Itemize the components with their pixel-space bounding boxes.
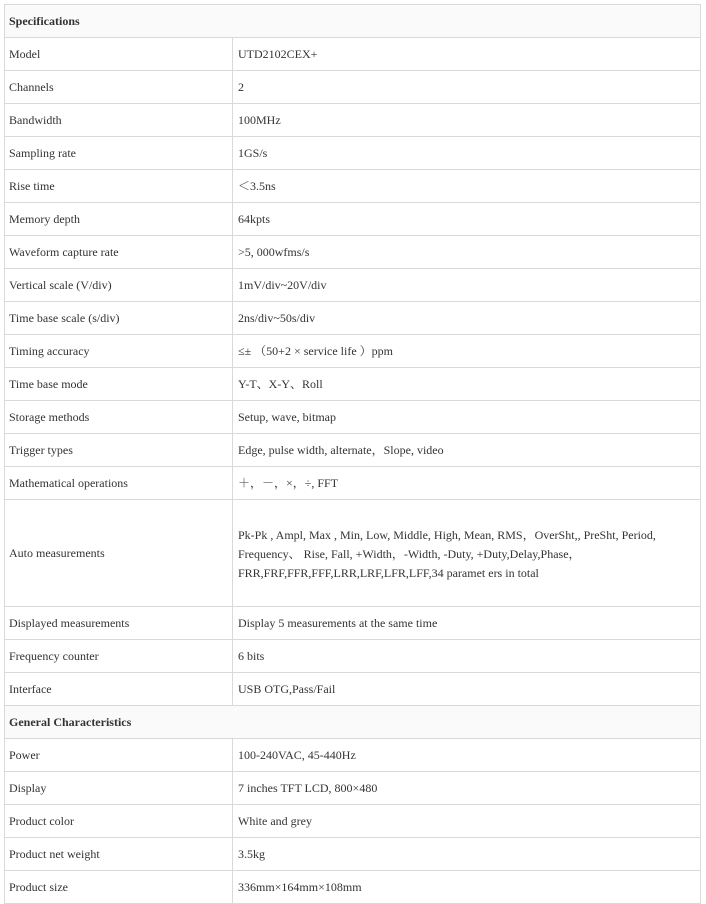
spec-label: Memory depth [5, 203, 233, 236]
table-row [5, 673, 701, 706]
section-row-general [5, 706, 701, 739]
spec-label: Frequency counter [5, 640, 233, 673]
spec-value: Setup, wave, bitmap [233, 401, 701, 434]
spec-label: Timing accuracy [5, 335, 233, 368]
table-row [5, 71, 701, 104]
spec-label: Displayed measurements [5, 607, 233, 640]
spec-label: Time base mode [5, 368, 233, 401]
table-row [5, 467, 701, 500]
spec-value: 3.5kg [233, 838, 701, 871]
table-row [5, 269, 701, 302]
table-row [5, 335, 701, 368]
spec-label: Trigger types [5, 434, 233, 467]
spec-label: Storage methods [5, 401, 233, 434]
table-row [5, 607, 701, 640]
spec-table [4, 4, 701, 904]
spec-label: Product color [5, 805, 233, 838]
table-row [5, 38, 701, 71]
spec-label: Vertical scale (V/div) [5, 269, 233, 302]
spec-label: Time base scale (s/div) [5, 302, 233, 335]
spec-label: Display [5, 772, 233, 805]
table-row [5, 434, 701, 467]
spec-label: Product size [5, 871, 233, 904]
spec-label: Bandwidth [5, 104, 233, 137]
spec-value: ≤± （50+2 × service life ）ppm [233, 335, 701, 368]
spec-value: 336mm×164mm×108mm [233, 871, 701, 904]
auto-measurements-line: Pk-Pk , Ampl, Max , Min, Low, Middle, High, Mean, RMS，OverSht,, PreSht, Period, [238, 527, 656, 542]
spec-value: 2 [233, 71, 701, 104]
table-row [5, 871, 701, 904]
spec-label: Auto measurements [5, 500, 233, 607]
table-row-auto-measurements [5, 500, 701, 607]
spec-value: 7 inches TFT LCD, 800×480 [233, 772, 701, 805]
section-row-specifications [5, 5, 701, 38]
spec-value: ＜3.5ns [233, 170, 701, 203]
spec-value: Edge, pulse width, alternate，Slope, video [233, 434, 701, 467]
spec-label: Mathematical operations [5, 467, 233, 500]
spec-value: Display 5 measurements at the same time [233, 607, 701, 640]
spec-label: Sampling rate [5, 137, 233, 170]
spec-value: USB OTG,Pass/Fail [233, 673, 701, 706]
spec-value: 6 bits [233, 640, 701, 673]
spec-value: UTD2102CEX+ [233, 38, 701, 71]
table-row [5, 368, 701, 401]
spec-value: 64kpts [233, 203, 701, 236]
auto-measurements-value [233, 500, 701, 607]
table-row [5, 170, 701, 203]
table-row [5, 137, 701, 170]
spec-label: Channels [5, 71, 233, 104]
table-row [5, 640, 701, 673]
table-row [5, 203, 701, 236]
auto-measurements-line: FRR,FRF,FFR,FFF,LRR,LRF,LFR,LFF,34 paramet ers in total [238, 565, 539, 580]
spec-label: Power [5, 739, 233, 772]
spec-value: 1mV/div~20V/div [233, 269, 701, 302]
spec-value: White and grey [233, 805, 701, 838]
section-title-specifications: Specifications [5, 5, 701, 38]
table-row [5, 772, 701, 805]
table-row [5, 401, 701, 434]
spec-value: 1GS/s [233, 137, 701, 170]
table-row [5, 739, 701, 772]
table-row [5, 104, 701, 137]
spec-label: Interface [5, 673, 233, 706]
table-row [5, 805, 701, 838]
table-row [5, 302, 701, 335]
spec-value: 2ns/div~50s/div [233, 302, 701, 335]
table-row [5, 838, 701, 871]
spec-label: Waveform capture rate [5, 236, 233, 269]
spec-value: Y-T、X-Y、Roll [233, 368, 701, 401]
spec-label: Model [5, 38, 233, 71]
spec-value: >5, 000wfms/s [233, 236, 701, 269]
spec-value: 100MHz [233, 104, 701, 137]
section-title-general: General Characteristics [5, 706, 701, 739]
table-row [5, 236, 701, 269]
spec-label: Product net weight [5, 838, 233, 871]
spec-label: Rise time [5, 170, 233, 203]
auto-measurements-line: Frequency、 Rise, Fall, +Width，-Width, -Duty, +Duty,Delay,Phase， [238, 546, 581, 561]
spec-value: ＋，－，×，÷, FFT [233, 467, 701, 500]
spec-value: 100-240VAC, 45-440Hz [233, 739, 701, 772]
